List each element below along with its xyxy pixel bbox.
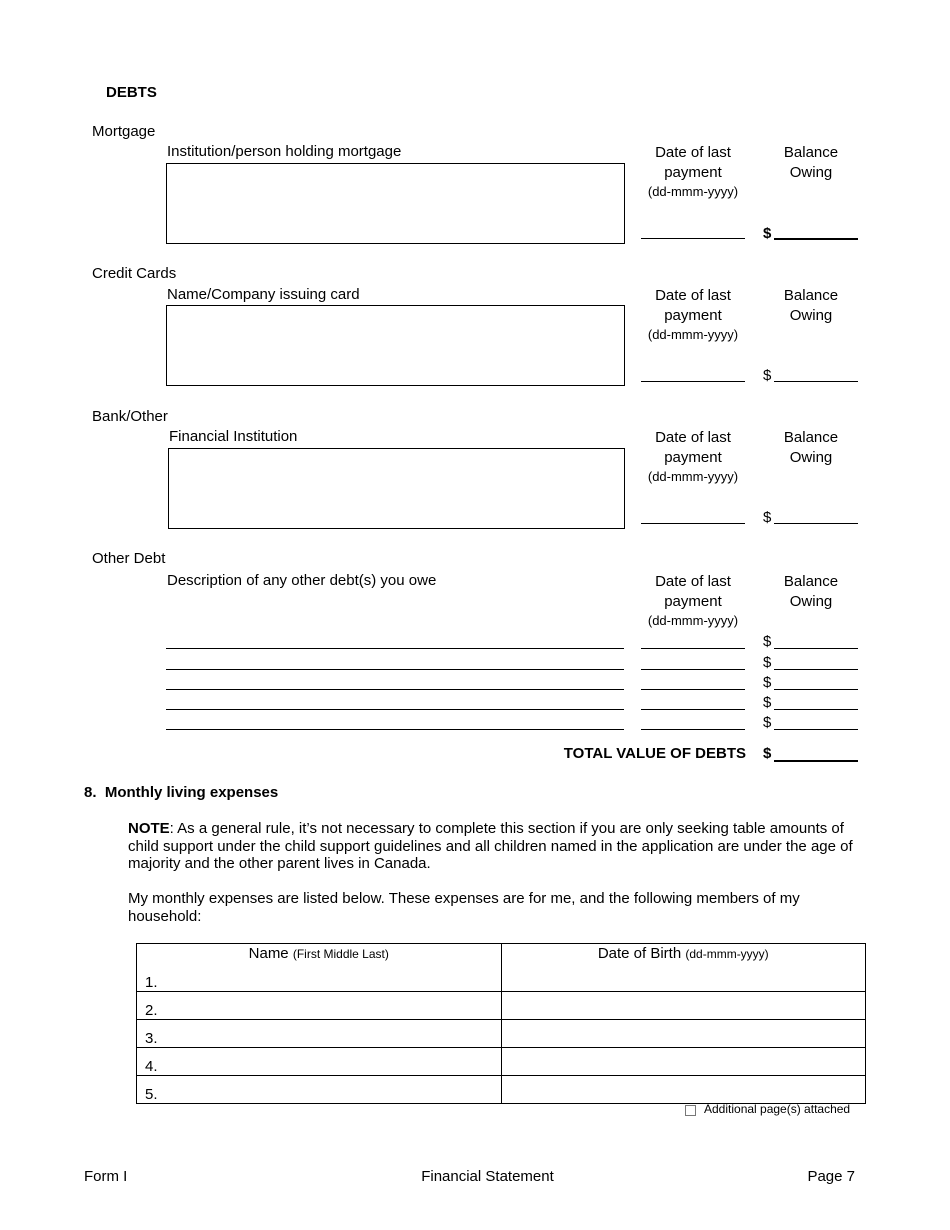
additional-pages-checkbox[interactable] bbox=[685, 1105, 696, 1116]
table-row bbox=[137, 1048, 866, 1076]
note-paragraph bbox=[128, 820, 856, 873]
currency-symbol: $ bbox=[763, 654, 772, 671]
section-8-title: Monthly living expenses bbox=[104, 784, 279, 801]
section-8-number: 8. bbox=[84, 784, 97, 801]
section-8-heading bbox=[84, 784, 278, 801]
currency-symbol: $ bbox=[763, 633, 772, 650]
other-debt-date-field[interactable] bbox=[641, 669, 745, 670]
date-header-line2: payment bbox=[664, 307, 722, 324]
name-cell[interactable] bbox=[137, 1020, 502, 1048]
bank-institution-field[interactable] bbox=[168, 448, 625, 529]
additional-pages-label: Additional page(s) attached bbox=[704, 1102, 851, 1116]
dob-cell[interactable] bbox=[501, 1048, 866, 1076]
currency-symbol: $ bbox=[763, 714, 772, 731]
other-debt-description-field[interactable] bbox=[166, 689, 624, 690]
mortgage-balance-header bbox=[764, 143, 858, 183]
name-cell[interactable] bbox=[137, 1048, 502, 1076]
date-format-hint: (dd-mmm-yyyy) bbox=[647, 327, 739, 342]
other-debt-description-field[interactable] bbox=[166, 669, 624, 670]
balance-header-line1: Balance bbox=[783, 287, 839, 304]
credit-cards-balance-field[interactable] bbox=[774, 381, 858, 382]
dob-cell[interactable] bbox=[501, 992, 866, 1020]
other-debt-balance-field[interactable] bbox=[774, 729, 858, 730]
date-header-line1: Date of last bbox=[655, 144, 731, 161]
mortgage-balance-field[interactable] bbox=[774, 238, 858, 240]
other-debt-balance-header bbox=[764, 572, 858, 612]
dob-header-hint: (dd-mmm-yyyy) bbox=[685, 947, 769, 961]
name-cell[interactable] bbox=[137, 992, 502, 1020]
bank-other-balance-header bbox=[764, 428, 858, 468]
note-text: : As a general rule, it’s not necessary to complete this section if you are only seeking table amounts of child support under the child support guidelines and all children named in the application are under the age of majority and the other parent lives in Canada. bbox=[128, 820, 853, 872]
table-row bbox=[137, 944, 866, 992]
credit-cards-label: Name/Company issuing card bbox=[167, 286, 360, 303]
date-header-line1: Date of last bbox=[655, 287, 731, 304]
date-header-line2: payment bbox=[664, 449, 722, 466]
name-header-hint: (First Middle Last) bbox=[292, 947, 389, 961]
currency-symbol: $ bbox=[763, 225, 772, 242]
mortgage-category: Mortgage bbox=[92, 123, 156, 140]
table-row bbox=[137, 1076, 866, 1104]
bank-other-date-field[interactable] bbox=[641, 523, 745, 524]
balance-header-line2: Owing bbox=[789, 449, 833, 466]
total-debts-field[interactable] bbox=[774, 760, 858, 762]
currency-symbol: $ bbox=[763, 694, 772, 711]
other-debt-date-header bbox=[640, 572, 746, 630]
note-label: NOTE bbox=[128, 820, 170, 837]
currency-symbol: $ bbox=[763, 509, 772, 526]
date-header-line2: payment bbox=[664, 593, 722, 610]
dob-header bbox=[502, 945, 866, 962]
name-header bbox=[137, 945, 501, 962]
other-debt-category: Other Debt bbox=[92, 550, 166, 567]
footer-title: Financial Statement bbox=[421, 1168, 554, 1185]
other-debt-description-field[interactable] bbox=[166, 648, 624, 649]
currency-symbol: $ bbox=[763, 674, 772, 691]
bank-other-date-header bbox=[640, 428, 746, 486]
other-debt-balance-field[interactable] bbox=[774, 648, 858, 649]
dob-cell[interactable] bbox=[501, 1076, 866, 1104]
table-row bbox=[137, 992, 866, 1020]
row-number: 1. bbox=[145, 974, 158, 991]
balance-header-line1: Balance bbox=[783, 144, 839, 161]
bank-other-label: Financial Institution bbox=[169, 428, 298, 445]
other-debt-date-field[interactable] bbox=[641, 648, 745, 649]
footer-page-number: Page 7 bbox=[807, 1168, 855, 1185]
other-debt-balance-field[interactable] bbox=[774, 689, 858, 690]
currency-symbol: $ bbox=[763, 367, 772, 384]
table-row bbox=[137, 1020, 866, 1048]
currency-symbol: $ bbox=[763, 745, 772, 762]
bank-other-balance-field[interactable] bbox=[774, 523, 858, 524]
balance-header-line2: Owing bbox=[789, 307, 833, 324]
row-number: 3. bbox=[145, 1030, 158, 1047]
other-debt-label: Description of any other debt(s) you owe bbox=[167, 572, 437, 589]
other-debt-date-field[interactable] bbox=[641, 729, 745, 730]
date-format-hint: (dd-mmm-yyyy) bbox=[647, 613, 739, 628]
credit-cards-category: Credit Cards bbox=[92, 265, 177, 282]
date-format-hint: (dd-mmm-yyyy) bbox=[647, 184, 739, 199]
date-header-line1: Date of last bbox=[655, 429, 731, 446]
credit-cards-company-field[interactable] bbox=[166, 305, 625, 386]
bank-other-category: Bank/Other bbox=[92, 408, 168, 425]
row-number: 4. bbox=[145, 1058, 158, 1075]
name-cell[interactable] bbox=[137, 944, 502, 992]
date-format-hint: (dd-mmm-yyyy) bbox=[647, 469, 739, 484]
other-debt-balance-field[interactable] bbox=[774, 709, 858, 710]
other-debt-date-field[interactable] bbox=[641, 709, 745, 710]
other-debt-description-field[interactable] bbox=[166, 729, 624, 730]
mortgage-date-header bbox=[640, 143, 746, 201]
footer-form-id: Form I bbox=[84, 1168, 128, 1185]
name-header-label: Name bbox=[248, 945, 289, 962]
balance-header-line1: Balance bbox=[783, 573, 839, 590]
row-number: 2. bbox=[145, 1002, 158, 1019]
balance-header-line2: Owing bbox=[789, 593, 833, 610]
other-debt-description-field[interactable] bbox=[166, 709, 624, 710]
section-title: DEBTS bbox=[106, 84, 157, 101]
dob-cell[interactable] bbox=[501, 1020, 866, 1048]
total-debts-label: TOTAL VALUE OF DEBTS bbox=[563, 745, 746, 762]
mortgage-label: Institution/person holding mortgage bbox=[167, 143, 402, 160]
date-header-line2: payment bbox=[664, 164, 722, 181]
row-number: 5. bbox=[145, 1086, 158, 1103]
credit-cards-balance-header bbox=[764, 286, 858, 326]
credit-cards-date-header bbox=[640, 286, 746, 344]
other-debt-date-field[interactable] bbox=[641, 689, 745, 690]
credit-cards-date-field[interactable] bbox=[641, 381, 745, 382]
household-members-table bbox=[136, 943, 866, 1104]
household-intro: My monthly expenses are listed below. These expenses are for me, and the following members of my household: bbox=[128, 890, 800, 925]
name-cell[interactable] bbox=[137, 1076, 502, 1104]
balance-header-line2: Owing bbox=[789, 164, 833, 181]
dob-cell[interactable] bbox=[501, 944, 866, 992]
mortgage-institution-field[interactable] bbox=[166, 163, 625, 244]
date-header-line1: Date of last bbox=[655, 573, 731, 590]
dob-header-label: Date of Birth bbox=[597, 945, 682, 962]
balance-header-line1: Balance bbox=[783, 429, 839, 446]
mortgage-date-field[interactable] bbox=[641, 238, 745, 239]
other-debt-balance-field[interactable] bbox=[774, 669, 858, 670]
